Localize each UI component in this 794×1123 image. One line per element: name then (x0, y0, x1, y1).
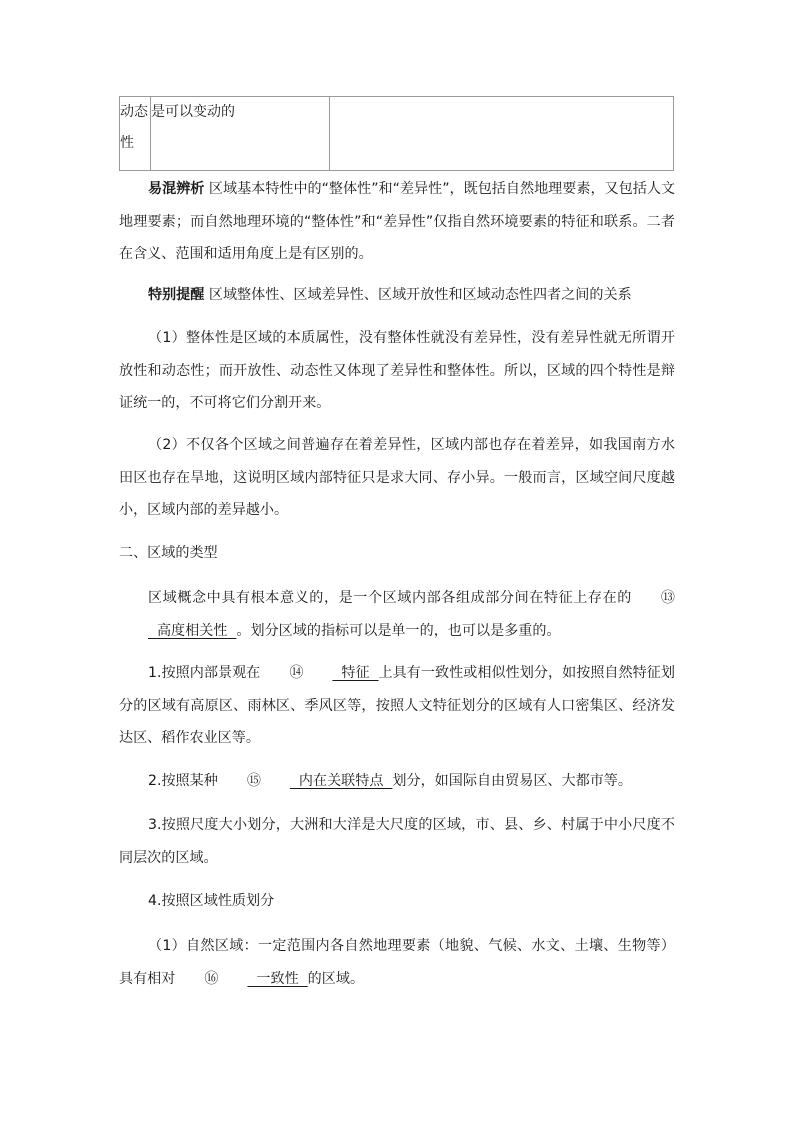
item-1-text-after: 上具有一致性或相似性划分，如按照自然特征划分的区域有高原区、雨林区、季风区等，按照人文特征划分的区域有人口密集区、经济发达区、稻作农业区等。 (119, 665, 676, 746)
table-row (120, 97, 674, 171)
table-cell-empty (330, 97, 674, 171)
point-1-paragraph: （1）整体性是区域的本质属性，没有整体性就没有差异性，没有差异性就无所谓开放性和动态性；而开放性、动态性又体现了差异性和整体性。所以，区域的四个特性是辩证统一的，不可将它们分割开来。 (119, 330, 675, 411)
blank-number-15: ⑮ (246, 773, 261, 789)
item-1-paragraph (119, 657, 675, 755)
intro-text-before: 区域概念中具有根本意义的，是一个区域内部各组成部分间在特征上存在的 (148, 590, 632, 606)
intro-text-after: 。划分区域的指标可以是单一的，也可以是多重的。 (236, 622, 561, 639)
item-2-paragraph (119, 765, 675, 798)
intro-paragraph (119, 582, 675, 647)
blank-number-14: ⑭ (289, 665, 304, 681)
confusion-label: 易混辨析 (148, 181, 205, 197)
item-2-text-before: 2.按照某种 (148, 773, 218, 789)
section-heading: 二、区域的类型 (119, 545, 218, 561)
reminder-paragraph (119, 279, 675, 312)
property-table (119, 96, 674, 171)
blank-number-13: ⑬ (660, 590, 675, 606)
reminder-label: 特别提醒 (148, 287, 205, 303)
answer-blank-15: 内在关联特点 (289, 773, 393, 789)
reminder-text: 区域整体性、区域差异性、区域开放性和区域动态性四者之间的关系 (208, 287, 632, 303)
answer-blank-16: 一致性 (247, 970, 308, 987)
point-2-paragraph: （2）不仅各个区域之间普遍存在着差异性，区域内部也存在着差异，如我国南方水田区也存在旱地，这说明区域内部特征只是求大同、存小异。一般而言，区域空间尺度越小，区域内部的差异越小。 (119, 437, 675, 518)
item-4-sub-paragraph (119, 930, 675, 995)
blank-number-16: ⑯ (204, 970, 219, 987)
item-4-sub-text-after: 的区域。 (307, 970, 365, 987)
item-1-text-before: 1.按照内部景观在 (148, 665, 261, 681)
answer-blank-14: 特征 (332, 665, 379, 681)
answer-blank-13: 高度相关性 (148, 622, 237, 639)
item-2-text-after: 划分，如国际自由贸易区、大都市等。 (392, 773, 632, 789)
item-4-sub-text-before: （1）自然区域：一定范围内各自然地理要素（地貌、气候、水文、土壤、生物等）具有相对 (119, 938, 675, 987)
item-4-heading: 4.按照区域性质划分 (148, 893, 275, 909)
table-cell-property-description: 是可以变动的 (151, 97, 330, 171)
table-cell-property-name: 动态性 (120, 97, 151, 171)
item-3-paragraph: 3.按照尺度大小划分，大洲和大洋是大尺度的区域，市、县、乡、村属于中小尺度不同层次的区域。 (119, 817, 675, 866)
confusion-paragraph (119, 173, 675, 271)
confusion-text: 区域基本特性中的“整体性”和“差异性”，既包括自然地理要素，又包括人文地理要素；而自然地理环境的“整体性”和“差异性”仅指自然环境要素的特征和联系。二者在含义、范围和适用角度上是有区别的。 (119, 181, 676, 262)
